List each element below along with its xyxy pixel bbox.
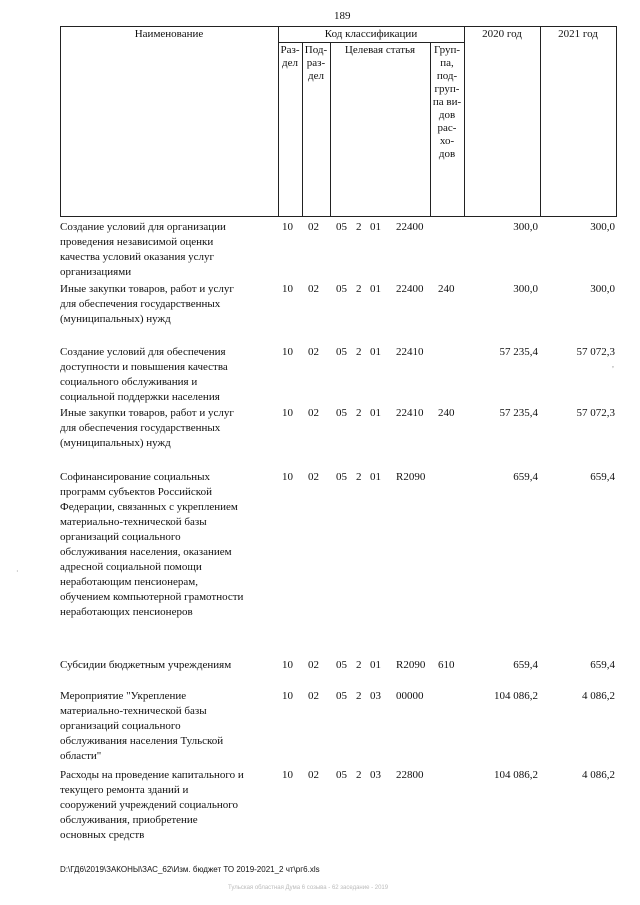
row-target-3: 01 [370,221,381,233]
row-name: Софинансирование социальных программ субъектов Российской Федерации, связанных с укреплением материально-технической базы организаций социального обслуживания населения, оказанием адресной социальной помощи неработающим пенсионерам, обучением компьютерной грамотности неработающих пенсионеров [60,471,244,618]
row-target-4: 22410 [396,346,424,358]
row-target-3: 01 [370,283,381,295]
row-name: Субсидии бюджетным учреждениям [60,659,232,671]
row-value-2020: 300,0 [513,283,538,295]
row-value-2021: 4 086,2 [582,769,615,781]
row-target-1: 05 [336,346,347,358]
row-name: Иные закупки товаров, работ и услуг для обеспечения государственных (муниципальных) нужд [60,407,234,449]
row-target-2: 2 [356,283,362,295]
row-group: 240 [438,283,455,295]
row-name: Создание условий для организации проведения независимой оценки качества условий оказания услуг организациями [60,221,226,278]
row-target-1: 05 [336,769,347,781]
row-value-2020: 659,4 [513,659,538,671]
row-value-2021: 4 086,2 [582,690,615,702]
row-razdel: 10 [282,769,293,781]
row-value-2020: 57 235,4 [499,346,538,358]
row-razdel: 10 [282,471,293,483]
header-group: Груп- па, под- груп- па ви- дов рас- хо- дов [432,44,462,160]
row-target-1: 05 [336,283,347,295]
row-podrazdel: 02 [308,471,319,483]
row-razdel: 10 [282,690,293,702]
row-razdel: 10 [282,283,293,295]
row-value-2020: 104 086,2 [494,769,538,781]
row-razdel: 10 [282,407,293,419]
row-target-2: 2 [356,221,362,233]
row-razdel: 10 [282,346,293,358]
row-target-1: 05 [336,471,347,483]
row-target-2: 2 [356,346,362,358]
row-value-2020: 57 235,4 [499,407,538,419]
row-value-2021: 57 072,3 [576,407,615,419]
row-podrazdel: 02 [308,769,319,781]
header-year-2020: 2020 год [482,28,522,40]
row-target-4: R2090 [396,471,426,483]
row-podrazdel: 02 [308,659,319,671]
row-target-3: 01 [370,659,381,671]
row-target-1: 05 [336,690,347,702]
row-target-2: 2 [356,769,362,781]
row-target-3: 01 [370,346,381,358]
page-number: 189 [334,10,351,22]
row-value-2021: 659,4 [590,659,615,671]
row-target-4: 22400 [396,221,424,233]
scan-mark: · [16,567,19,576]
scan-mark: , [612,360,614,369]
row-value-2021: 57 072,3 [576,346,615,358]
row-target-4: 00000 [396,690,424,702]
row-target-2: 2 [356,659,362,671]
row-target-4: 22800 [396,769,424,781]
row-target-2: 2 [356,690,362,702]
faint-footer: Тульская областная Дума 6 созыва - 62 заседание - 2019 [228,885,389,891]
row-razdel: 10 [282,659,293,671]
row-value-2020: 104 086,2 [494,690,538,702]
row-target-3: 03 [370,769,381,781]
file-path-footer: D:\ГД6\2019\ЗАКОНЫ\ЗАС_62\Изм. бюджет ТО 2019-2021_2 чт\рг6.xls [60,865,320,874]
row-value-2021: 659,4 [590,471,615,483]
row-group: 610 [438,659,455,671]
row-target-3: 01 [370,471,381,483]
row-name: Создание условий для обеспечения доступности и повышения качества социального обслуживания и социальной поддержки населения [60,346,228,403]
row-target-4: 22410 [396,407,424,419]
header-year-2021: 2021 год [558,28,598,40]
row-target-1: 05 [336,659,347,671]
row-value-2021: 300,0 [590,221,615,233]
row-target-1: 05 [336,221,347,233]
header-podrazdel: Под- раз- дел [304,44,328,82]
row-podrazdel: 02 [308,221,319,233]
row-target-4: R2090 [396,659,426,671]
row-value-2020: 300,0 [513,221,538,233]
row-group: 240 [438,407,455,419]
header-razdel: Раз- дел [280,44,300,69]
row-target-2: 2 [356,471,362,483]
row-target-3: 03 [370,690,381,702]
row-target-2: 2 [356,407,362,419]
row-target-1: 05 [336,407,347,419]
row-podrazdel: 02 [308,346,319,358]
row-name: Мероприятие "Укрепление материально-технической базы организаций социального обслуживания населения Тульской области" [60,690,224,762]
row-podrazdel: 02 [308,283,319,295]
row-target-4: 22400 [396,283,424,295]
header-target: Целевая статья [344,44,416,56]
row-name: Расходы на проведение капитального и текущего ремонта зданий и сооружений учреждений социального обслуживания, приобретение основных средств [60,769,244,841]
row-target-3: 01 [370,407,381,419]
row-name: Иные закупки товаров, работ и услуг для обеспечения государственных (муниципальных) нужд [60,283,234,325]
row-razdel: 10 [282,221,293,233]
row-podrazdel: 02 [308,690,319,702]
header-code-group: Код классификации [324,28,418,40]
row-value-2021: 300,0 [590,283,615,295]
row-value-2020: 659,4 [513,471,538,483]
row-podrazdel: 02 [308,407,319,419]
header-name: Наименование [134,28,204,40]
